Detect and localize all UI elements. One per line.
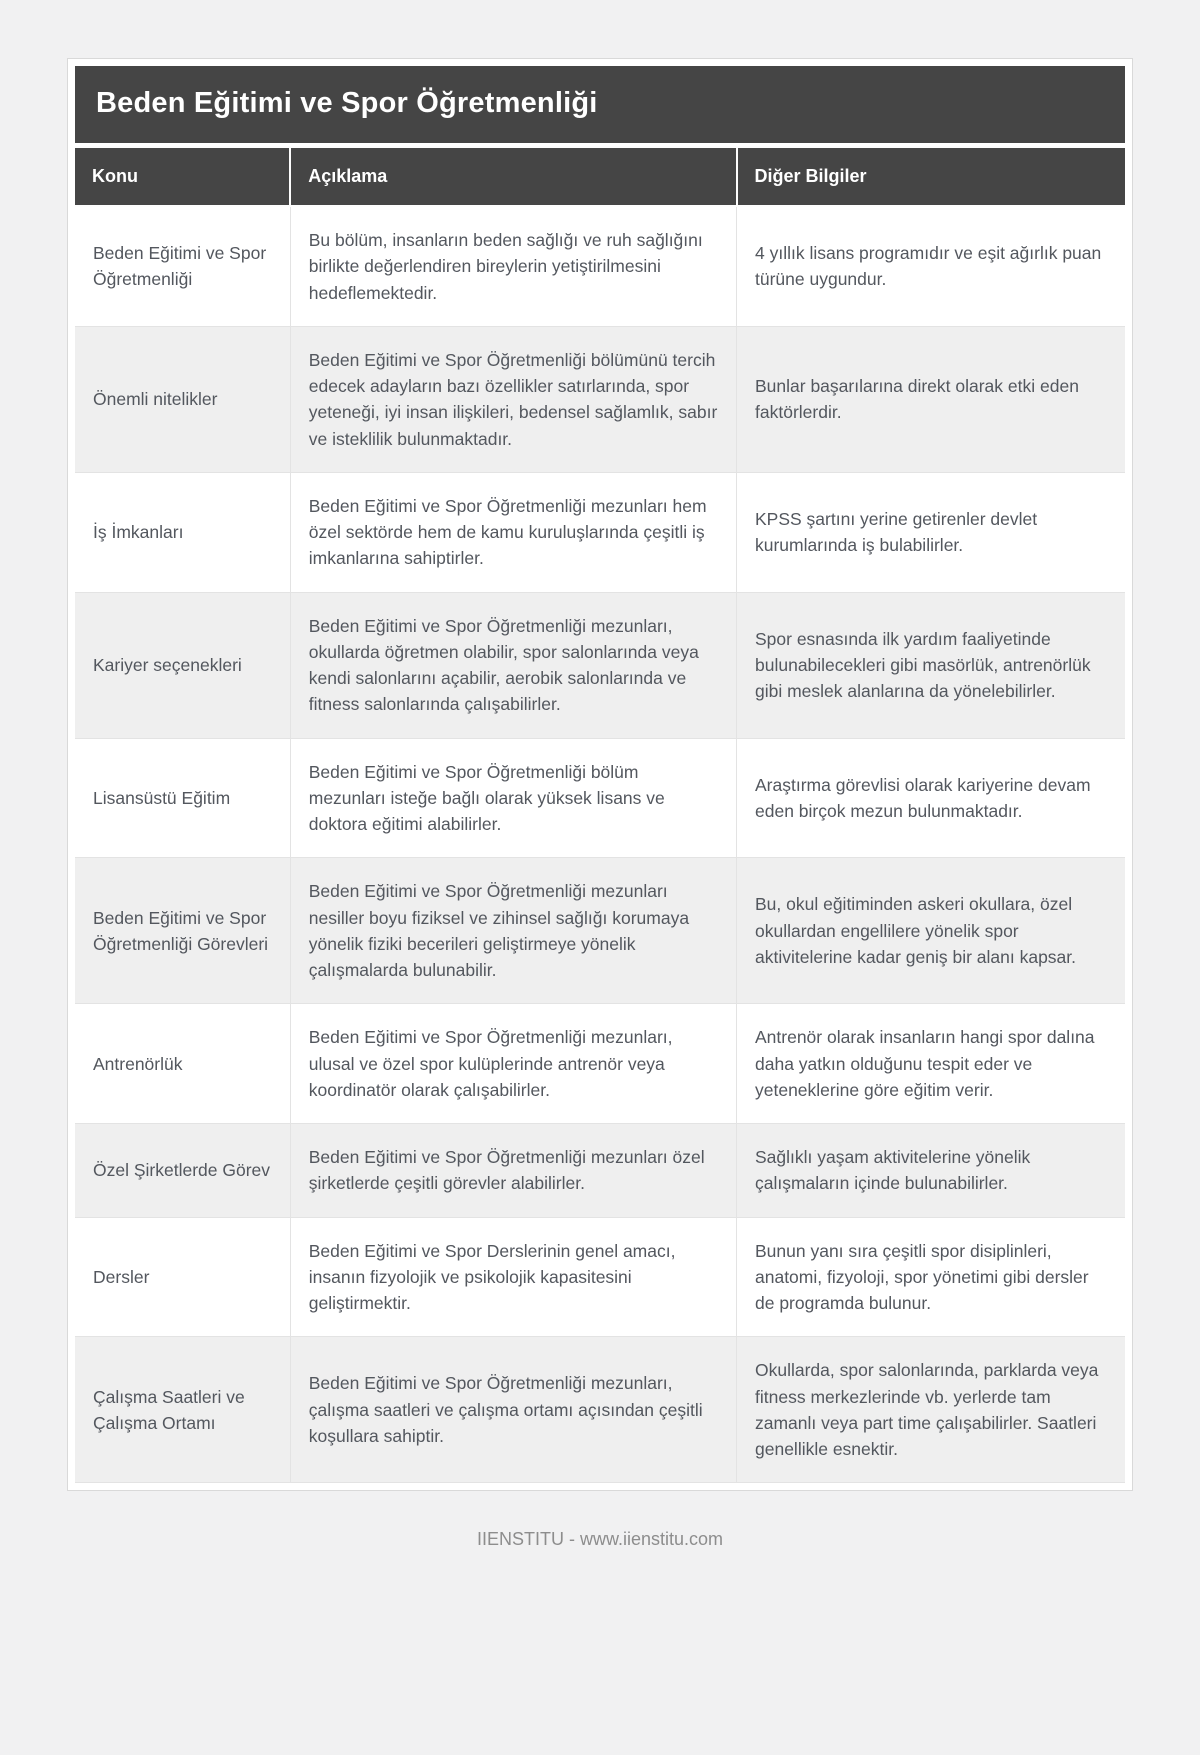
cell-diger-bilgiler: Sağlıklı yaşam aktivitelerine yönelik çalışmaların içinde bulunabilirler. xyxy=(737,1124,1126,1218)
cell-konu: Beden Eğitimi ve Spor Öğretmenliği xyxy=(75,206,290,326)
table-row xyxy=(75,206,1125,326)
table-body xyxy=(75,206,1125,1483)
cell-aciklama: Beden Eğitimi ve Spor Öğretmenliği mezunları özel şirketlerde çeşitli görevler alabilirler. xyxy=(290,1124,736,1218)
cell-konu: Beden Eğitimi ve Spor Öğretmenliği Görevleri xyxy=(75,858,290,1004)
cell-aciklama: Beden Eğitimi ve Spor Öğretmenliği bölümünü tercih edecek adayların bazı özellikler satırlarında, spor yeteneği, iyi insan ilişkileri, bedensel sağlamlık, sabır ve isteklilik bulunmaktadır. xyxy=(290,326,736,472)
cell-konu: Kariyer seçenekleri xyxy=(75,592,290,738)
column-header-konu: Konu xyxy=(75,147,290,206)
cell-aciklama: Beden Eğitimi ve Spor Öğretmenliği bölüm mezunları isteğe bağlı olarak yüksek lisans ve doktora eğitimi alabilirler. xyxy=(290,738,736,858)
cell-aciklama: Beden Eğitimi ve Spor Derslerinin genel amacı, insanın fizyolojik ve psikolojik kapasitesini geliştirmektir. xyxy=(290,1217,736,1337)
table-row xyxy=(75,858,1125,1004)
table-header xyxy=(75,147,1125,206)
table-row xyxy=(75,1337,1125,1483)
cell-diger-bilgiler: 4 yıllık lisans programıdır ve eşit ağırlık puan türüne uygundur. xyxy=(737,206,1126,326)
table-row xyxy=(75,738,1125,858)
cell-konu: Antrenörlük xyxy=(75,1004,290,1124)
cell-konu: Çalışma Saatleri ve Çalışma Ortamı xyxy=(75,1337,290,1483)
cell-diger-bilgiler: Okullarda, spor salonlarında, parklarda veya fitness merkezlerinde vb. yerlerde tam zamanlı veya part time çalışabilirler. Saatleri genellikle esnektir. xyxy=(737,1337,1126,1483)
cell-konu: İş İmkanları xyxy=(75,472,290,592)
cell-diger-bilgiler: Bunlar başarılarına direkt olarak etki eden faktörlerdir. xyxy=(737,326,1126,472)
cell-aciklama: Beden Eğitimi ve Spor Öğretmenliği mezunları, ulusal ve özel spor kulüplerinde antrenör veya koordinatör olarak çalışabilirler. xyxy=(290,1004,736,1124)
footer-text: IIENSTITU - www.iienstitu.com xyxy=(476,1529,724,1550)
table-row xyxy=(75,592,1125,738)
cell-diger-bilgiler: Spor esnasında ilk yardım faaliyetinde bulunabilecekleri gibi masörlük, antrenörlük gibi meslek alanlarına da yönelebilirler. xyxy=(737,592,1126,738)
table-row xyxy=(75,472,1125,592)
cell-diger-bilgiler: Bunun yanı sıra çeşitli spor disiplinleri, anatomi, fizyoloji, spor yönetimi gibi dersler de programda bulunur. xyxy=(737,1217,1126,1337)
column-header-diger-bilgiler: Diğer Bilgiler xyxy=(737,147,1126,206)
table-row xyxy=(75,1124,1125,1218)
content-card xyxy=(67,58,1133,1491)
cell-diger-bilgiler: KPSS şartını yerine getirenler devlet kurumlarında iş bulabilirler. xyxy=(737,472,1126,592)
column-header-aciklama: Açıklama xyxy=(290,147,736,206)
cell-konu: Özel Şirketlerde Görev xyxy=(75,1124,290,1218)
page-title: Beden Eğitimi ve Spor Öğretmenliği xyxy=(75,66,1125,143)
cell-konu: Dersler xyxy=(75,1217,290,1337)
table-row xyxy=(75,1004,1125,1124)
cell-diger-bilgiler: Bu, okul eğitiminden askeri okullara, özel okullardan engellilere yönelik spor aktivitelerine kadar geniş bir alanı kapsar. xyxy=(737,858,1126,1004)
cell-diger-bilgiler: Araştırma görevlisi olarak kariyerine devam eden birçok mezun bulunmaktadır. xyxy=(737,738,1126,858)
cell-konu: Lisansüstü Eğitim xyxy=(75,738,290,858)
cell-aciklama: Beden Eğitimi ve Spor Öğretmenliği mezunları, çalışma saatleri ve çalışma ortamı açısından çeşitli koşullara sahiptir. xyxy=(290,1337,736,1483)
table-row xyxy=(75,326,1125,472)
cell-diger-bilgiler: Antrenör olarak insanların hangi spor dalına daha yatkın olduğunu tespit eder ve yeteneklerine göre eğitim verir. xyxy=(737,1004,1126,1124)
header-row xyxy=(75,147,1125,206)
cell-konu: Önemli nitelikler xyxy=(75,326,290,472)
table-row xyxy=(75,1217,1125,1337)
cell-aciklama: Beden Eğitimi ve Spor Öğretmenliği mezunları, okullarda öğretmen olabilir, spor salonlarında veya kendi salonlarını açabilir, aerobik salonlarında ve fitness salonlarında çalışabilirler. xyxy=(290,592,736,738)
cell-aciklama: Bu bölüm, insanların beden sağlığı ve ruh sağlığını birlikte değerlendiren bireylerin yetiştirilmesini hedeflemektedir. xyxy=(290,206,736,326)
cell-aciklama: Beden Eğitimi ve Spor Öğretmenliği mezunları nesiller boyu fiziksel ve zihinsel sağlığı korumaya yönelik fiziki becerileri geliştirmeye yönelik çalışmalarda bulunabilir. xyxy=(290,858,736,1004)
cell-aciklama: Beden Eğitimi ve Spor Öğretmenliği mezunları hem özel sektörde hem de kamu kuruluşlarında çeşitli iş imkanlarına sahiptirler. xyxy=(290,472,736,592)
info-table xyxy=(75,146,1125,1483)
